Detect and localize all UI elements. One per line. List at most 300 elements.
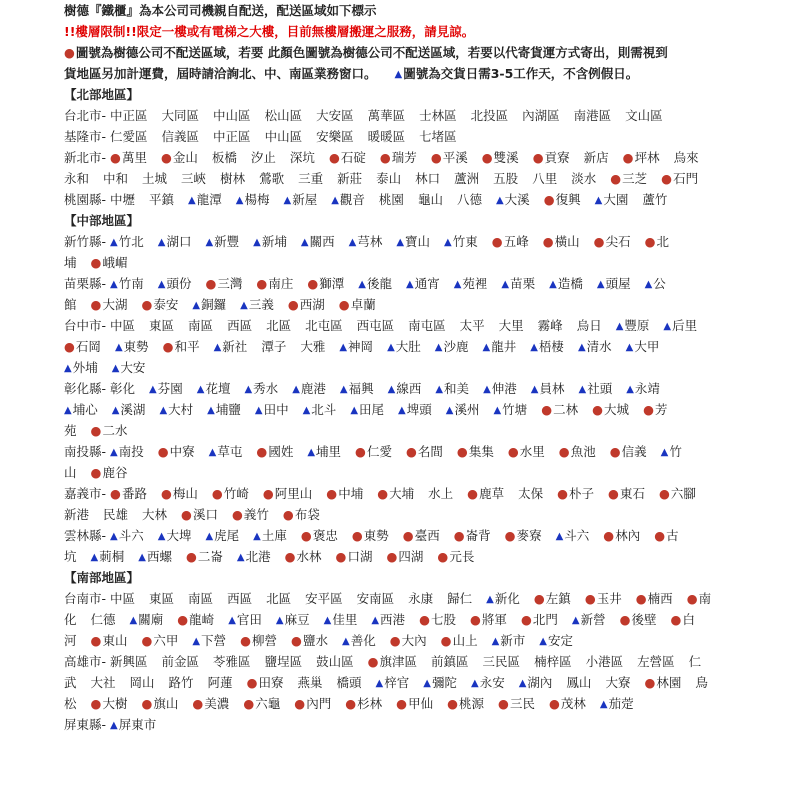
district-name: 北港 <box>245 549 271 564</box>
district-name: 新社 <box>222 339 248 354</box>
delay-triangle-icon: ▲ <box>398 405 406 416</box>
delay-triangle-icon: ▲ <box>236 552 245 563</box>
district-name: 頭份 <box>166 276 192 291</box>
no-delivery-dot-icon: ● <box>389 633 401 648</box>
district-name: 屏東縣- <box>64 717 107 732</box>
district-item <box>192 630 226 651</box>
district-item <box>386 546 423 567</box>
district-name: 左鎮 <box>545 591 571 606</box>
district-name: 大里 <box>498 318 524 333</box>
district-item <box>212 483 249 504</box>
district-item <box>91 693 128 714</box>
triangle-legend-icon: ▲ <box>394 69 403 80</box>
district-item <box>579 378 613 399</box>
no-delivery-dot-icon: ● <box>396 696 408 711</box>
district-item <box>566 672 591 693</box>
district-item <box>110 651 148 672</box>
district-item <box>276 609 310 630</box>
district-name: 鹽水 <box>302 633 328 648</box>
district-name: 鶯歌 <box>259 171 285 186</box>
district-item <box>307 441 341 462</box>
delay-triangle-icon: ▲ <box>626 384 634 395</box>
district-item <box>324 609 358 630</box>
district-item <box>265 651 303 672</box>
district-name: 七堵區 <box>419 129 457 144</box>
district-item <box>253 525 287 546</box>
district-name: 三芝 <box>622 171 648 186</box>
district-name: 三灣 <box>217 276 243 291</box>
district-name: 山上 <box>452 633 478 648</box>
district-item <box>329 147 366 168</box>
district-item <box>608 483 645 504</box>
district-item <box>483 651 521 672</box>
district-item <box>674 147 699 168</box>
district-name: 前金區 <box>161 654 200 669</box>
district-item <box>605 672 630 693</box>
district-item <box>408 588 433 609</box>
delay-triangle-icon: ▲ <box>577 342 586 353</box>
district-item <box>530 336 564 357</box>
delay-triangle-icon: ▲ <box>149 384 157 395</box>
area-line <box>64 483 801 504</box>
district-name: 阿蓮 <box>207 675 233 690</box>
district-item <box>149 315 174 336</box>
no-delivery-dot-icon: ● <box>533 591 545 606</box>
district-item <box>350 399 384 420</box>
delay-triangle-icon: ▲ <box>339 342 348 353</box>
district-name: 後龍 <box>366 276 392 291</box>
no-delivery-dot-icon: ● <box>610 171 622 186</box>
no-delivery-dot-icon: ● <box>379 150 391 165</box>
district-name: 水林 <box>296 549 322 564</box>
district-item <box>572 609 606 630</box>
area-line <box>64 420 801 441</box>
district-item <box>130 672 155 693</box>
area-line <box>64 630 801 651</box>
district-item <box>64 252 77 273</box>
district-name: 中埔 <box>338 486 364 501</box>
district-item <box>663 315 697 336</box>
district-item <box>213 651 251 672</box>
district-name: 南投縣- <box>64 444 107 459</box>
district-item <box>141 630 178 651</box>
delay-triangle-icon: ▲ <box>596 279 605 290</box>
district-item <box>483 378 517 399</box>
no-delivery-dot-icon: ● <box>481 150 493 165</box>
dot-legend-icon: ● <box>64 45 75 60</box>
district-name: 三重 <box>298 171 324 186</box>
district-name: 茂林 <box>560 696 586 711</box>
district-name: 彰化 <box>110 381 136 396</box>
district-name: 西港 <box>380 612 406 627</box>
district-item <box>283 189 317 210</box>
district-name: 水里 <box>519 444 545 459</box>
delay-triangle-icon: ▲ <box>208 447 217 458</box>
no-delivery-dot-icon: ● <box>90 696 102 711</box>
district-item <box>110 315 135 336</box>
district-name: 東勢 <box>123 339 149 354</box>
district-item <box>213 126 251 147</box>
district-item <box>247 672 284 693</box>
district-name: 口湖 <box>347 549 373 564</box>
district-name: 竹塘 <box>502 402 528 417</box>
delay-triangle-icon: ▲ <box>240 300 248 311</box>
district-item <box>256 441 293 462</box>
no-delivery-dot-icon: ● <box>386 549 398 564</box>
district-item <box>186 546 223 567</box>
district-item <box>454 273 488 294</box>
no-delivery-dot-icon: ● <box>287 297 299 312</box>
district-item <box>64 294 77 315</box>
district-name: 歸仁 <box>447 591 473 606</box>
district-item <box>519 672 553 693</box>
district-item <box>532 168 557 189</box>
district-name: 新營 <box>580 612 606 627</box>
district-item <box>212 147 237 168</box>
area-line <box>64 525 801 546</box>
district-name: 苗栗 <box>510 276 536 291</box>
delivery-time-note: 圖號為交貨日需3-5工作天，不含例假日。 <box>403 66 639 81</box>
district-item <box>597 273 631 294</box>
no-delivery-dot-icon: ● <box>548 696 560 711</box>
area-line <box>64 126 801 147</box>
no-delivery-dot-icon: ● <box>622 150 634 165</box>
delay-triangle-icon: ▲ <box>196 384 205 395</box>
district-name: 新興區 <box>110 654 148 669</box>
no-delivery-dot-icon: ● <box>90 423 102 438</box>
district-item <box>549 693 586 714</box>
district-item <box>592 399 629 420</box>
district-item <box>188 315 213 336</box>
area-line <box>64 336 801 357</box>
district-name: 仁德 <box>90 612 116 627</box>
district-name: 金山 <box>172 150 198 165</box>
district-name: 三義 <box>248 297 274 312</box>
district-name: 河 <box>64 633 77 648</box>
district-name: 松 <box>64 696 77 711</box>
district-item <box>64 630 77 651</box>
district-name: 虎尾 <box>214 528 240 543</box>
district-name: 六腳 <box>670 486 696 501</box>
no-delivery-dot-icon: ● <box>243 696 255 711</box>
district-name: 六甲 <box>153 633 179 648</box>
city-label <box>64 483 106 504</box>
district-name: 台北市- <box>64 108 107 123</box>
district-name: 桃園縣- <box>64 192 107 207</box>
district-item <box>301 231 335 252</box>
district-item <box>659 483 696 504</box>
district-name: 中正區 <box>213 129 251 144</box>
district-name: 阿里山 <box>274 486 313 501</box>
delay-triangle-icon: ▲ <box>348 237 357 248</box>
district-name: 觀音 <box>339 192 365 207</box>
section-heading: 【北部地區】 <box>64 87 140 102</box>
district-item <box>141 294 178 315</box>
district-name: 北屯區 <box>305 318 343 333</box>
delay-triangle-icon: ▲ <box>396 237 405 248</box>
header-line-3 <box>64 42 801 63</box>
district-item <box>368 105 406 126</box>
city-label <box>64 315 106 336</box>
district-item <box>521 609 558 630</box>
district-item <box>110 231 144 252</box>
district-item <box>265 105 303 126</box>
district-item <box>493 399 527 420</box>
district-item <box>316 126 354 147</box>
district-name: 草屯 <box>217 444 243 459</box>
delay-triangle-icon: ▲ <box>111 363 120 374</box>
district-name: 泰山 <box>376 171 402 186</box>
district-item <box>505 525 542 546</box>
district-name: 梓官 <box>384 675 410 690</box>
no-delivery-dot-icon: ● <box>160 150 172 165</box>
area-line <box>64 504 801 525</box>
delay-triangle-icon: ▲ <box>244 384 253 395</box>
district-name: 大同區 <box>161 108 200 123</box>
district-name: 大城 <box>604 402 630 417</box>
area-line <box>64 441 801 462</box>
district-item <box>337 672 362 693</box>
district-name: 南庄 <box>268 276 294 291</box>
district-name: 橋頭 <box>336 675 362 690</box>
district-item <box>483 336 517 357</box>
district-item <box>471 672 505 693</box>
district-item <box>255 399 289 420</box>
no-delivery-dot-icon: ● <box>532 150 544 165</box>
header-line-1 <box>64 0 801 21</box>
district-item <box>406 441 443 462</box>
district-name: 復興 <box>555 192 581 207</box>
district-item <box>594 231 631 252</box>
district-name: 坑 <box>64 549 77 564</box>
district-item <box>499 315 524 336</box>
area-line <box>64 357 801 378</box>
district-item <box>376 672 410 693</box>
district-name: 五股 <box>493 171 519 186</box>
district-name: 杉林 <box>357 696 383 711</box>
district-name: 八德 <box>456 192 482 207</box>
delay-triangle-icon: ▲ <box>423 678 431 689</box>
district-name: 土城 <box>142 171 168 186</box>
district-name: 林園 <box>656 675 682 690</box>
district-name: 台中市- <box>64 318 107 333</box>
district-name: 北區 <box>266 591 292 606</box>
delay-triangle-icon: ▲ <box>253 531 261 542</box>
district-item <box>571 168 596 189</box>
district-name: 三民 <box>509 696 535 711</box>
district-item <box>428 483 453 504</box>
delay-triangle-icon: ▲ <box>157 237 166 248</box>
district-name: 北 <box>656 234 670 249</box>
district-item <box>471 105 509 126</box>
no-delivery-dot-icon: ● <box>686 591 698 606</box>
district-item <box>541 399 578 420</box>
district-name: 東山 <box>102 633 128 648</box>
district-item <box>538 315 563 336</box>
district-item <box>522 105 560 126</box>
district-item <box>240 294 274 315</box>
district-item <box>501 273 535 294</box>
district-name: 新埔 <box>261 234 287 249</box>
district-item <box>578 336 612 357</box>
district-name: 屏東市 <box>118 717 157 732</box>
district-name: 苗栗縣- <box>64 276 107 291</box>
district-name: 瑞芳 <box>391 150 417 165</box>
district-name: 信義區 <box>161 129 200 144</box>
no-delivery-dot-icon: ● <box>345 696 357 711</box>
district-name: 永和 <box>64 171 90 186</box>
district-name: 布袋 <box>294 507 320 522</box>
delay-triangle-icon: ▲ <box>530 384 539 395</box>
area-line <box>64 168 801 189</box>
district-item <box>403 525 440 546</box>
district-name: 梧棲 <box>538 339 564 354</box>
district-item <box>625 105 663 126</box>
district-item <box>423 672 457 693</box>
warning-text: !!樓層限制!!限定一樓或有電梯之大樓，目前無樓層搬運之服務，請見諒。 <box>64 24 475 39</box>
district-item <box>496 189 530 210</box>
district-item <box>357 588 395 609</box>
no-delivery-dot-icon: ● <box>300 528 312 543</box>
delay-triangle-icon: ▲ <box>111 405 120 416</box>
delay-triangle-icon: ▲ <box>371 615 380 626</box>
district-name: 柳營 <box>252 633 278 648</box>
district-name: 集集 <box>468 444 494 459</box>
district-item <box>380 147 417 168</box>
district-name: 魚池 <box>570 444 596 459</box>
district-item <box>214 336 248 357</box>
area-list <box>64 84 801 735</box>
district-name: 大安 <box>120 360 146 375</box>
no-delivery-dot-icon: ● <box>644 675 656 690</box>
district-name: 中山區 <box>264 129 303 144</box>
district-name: 雲林縣- <box>64 528 107 543</box>
district-name: 將軍 <box>481 612 507 627</box>
district-name: 竹南 <box>118 276 144 291</box>
district-item <box>256 273 293 294</box>
district-item <box>259 168 284 189</box>
district-name: 溪湖 <box>120 402 146 417</box>
district-item <box>636 588 673 609</box>
district-name: 西區 <box>227 318 253 333</box>
district-item <box>435 378 469 399</box>
district-name: 崙背 <box>465 528 491 543</box>
no-delivery-dot-icon: ● <box>205 276 217 291</box>
district-item <box>207 399 241 420</box>
district-item <box>188 588 213 609</box>
delay-triangle-icon: ▲ <box>599 699 608 710</box>
district-name: 義竹 <box>243 507 269 522</box>
no-delivery-dot-icon: ● <box>338 297 350 312</box>
no-delivery-dot-icon: ● <box>351 528 363 543</box>
district-name: 新豐 <box>214 234 240 249</box>
district-name: 麻豆 <box>284 612 310 627</box>
floor-limit-warning <box>64 21 801 42</box>
district-item <box>559 441 596 462</box>
district-item <box>336 546 373 567</box>
district-item <box>64 462 77 483</box>
area-line <box>64 315 801 336</box>
area-line <box>64 462 801 483</box>
district-name: 高雄市- <box>64 654 107 669</box>
delay-triangle-icon: ▲ <box>445 405 454 416</box>
no-delivery-dot-icon: ● <box>192 696 204 711</box>
district-name: 官田 <box>236 612 262 627</box>
district-name: 國姓 <box>268 444 294 459</box>
district-name: 竹崎 <box>223 486 249 501</box>
city-label <box>64 189 106 210</box>
district-item <box>371 609 405 630</box>
delay-triangle-icon: ▲ <box>615 321 624 332</box>
district-item <box>130 609 164 630</box>
delay-triangle-icon: ▲ <box>157 531 166 542</box>
district-item <box>288 294 325 315</box>
district-name: 沙鹿 <box>443 339 469 354</box>
district-name: 中寮 <box>169 444 195 459</box>
district-item <box>110 105 148 126</box>
district-name: 暖暖區 <box>367 129 406 144</box>
district-name: 西區 <box>227 591 253 606</box>
district-item <box>470 609 507 630</box>
no-delivery-dot-icon: ● <box>402 528 414 543</box>
district-name: 芳 <box>654 402 668 417</box>
district-item <box>181 168 206 189</box>
district-item <box>159 399 193 420</box>
no-delivery-dot-icon: ● <box>603 528 615 543</box>
delay-triangle-icon: ▲ <box>129 615 138 626</box>
delay-triangle-icon: ▲ <box>491 636 500 647</box>
district-name: 旗津區 <box>379 654 418 669</box>
district-name: 竹北 <box>118 234 144 249</box>
delay-triangle-icon: ▲ <box>205 531 214 542</box>
delay-triangle-icon: ▲ <box>292 384 300 395</box>
district-name: 小港區 <box>585 654 624 669</box>
district-name: 鹿草 <box>479 486 505 501</box>
district-name: 士林區 <box>419 108 457 123</box>
delay-triangle-icon: ▲ <box>495 195 504 206</box>
district-name: 台南市- <box>64 591 107 606</box>
no-delivery-dot-icon: ● <box>262 486 274 501</box>
no-delivery-dot-icon: ● <box>355 444 366 459</box>
district-item <box>586 651 624 672</box>
delay-triangle-icon: ▲ <box>501 279 510 290</box>
delay-triangle-icon: ▲ <box>114 342 123 353</box>
district-name: 大溪 <box>504 192 530 207</box>
district-item <box>457 189 482 210</box>
district-item <box>169 672 194 693</box>
delay-triangle-icon: ▲ <box>323 615 332 626</box>
no-delivery-dot-icon: ● <box>328 150 340 165</box>
city-label <box>64 105 106 126</box>
district-name: 埤頭 <box>406 402 432 417</box>
district-name: 線西 <box>396 381 422 396</box>
district-name: 北區 <box>266 318 292 333</box>
district-item <box>149 189 174 210</box>
district-item <box>626 336 660 357</box>
district-name: 板橋 <box>211 150 237 165</box>
district-item <box>64 357 98 378</box>
district-item <box>243 693 280 714</box>
district-name: 四湖 <box>398 549 424 564</box>
district-item <box>557 483 594 504</box>
district-item <box>158 441 195 462</box>
district-item <box>357 315 395 336</box>
no-delivery-dot-icon: ● <box>584 591 596 606</box>
delay-triangle-icon: ▲ <box>213 342 222 353</box>
delay-triangle-icon: ▲ <box>486 594 494 605</box>
district-item <box>376 168 401 189</box>
district-name: 田寮 <box>258 675 284 690</box>
